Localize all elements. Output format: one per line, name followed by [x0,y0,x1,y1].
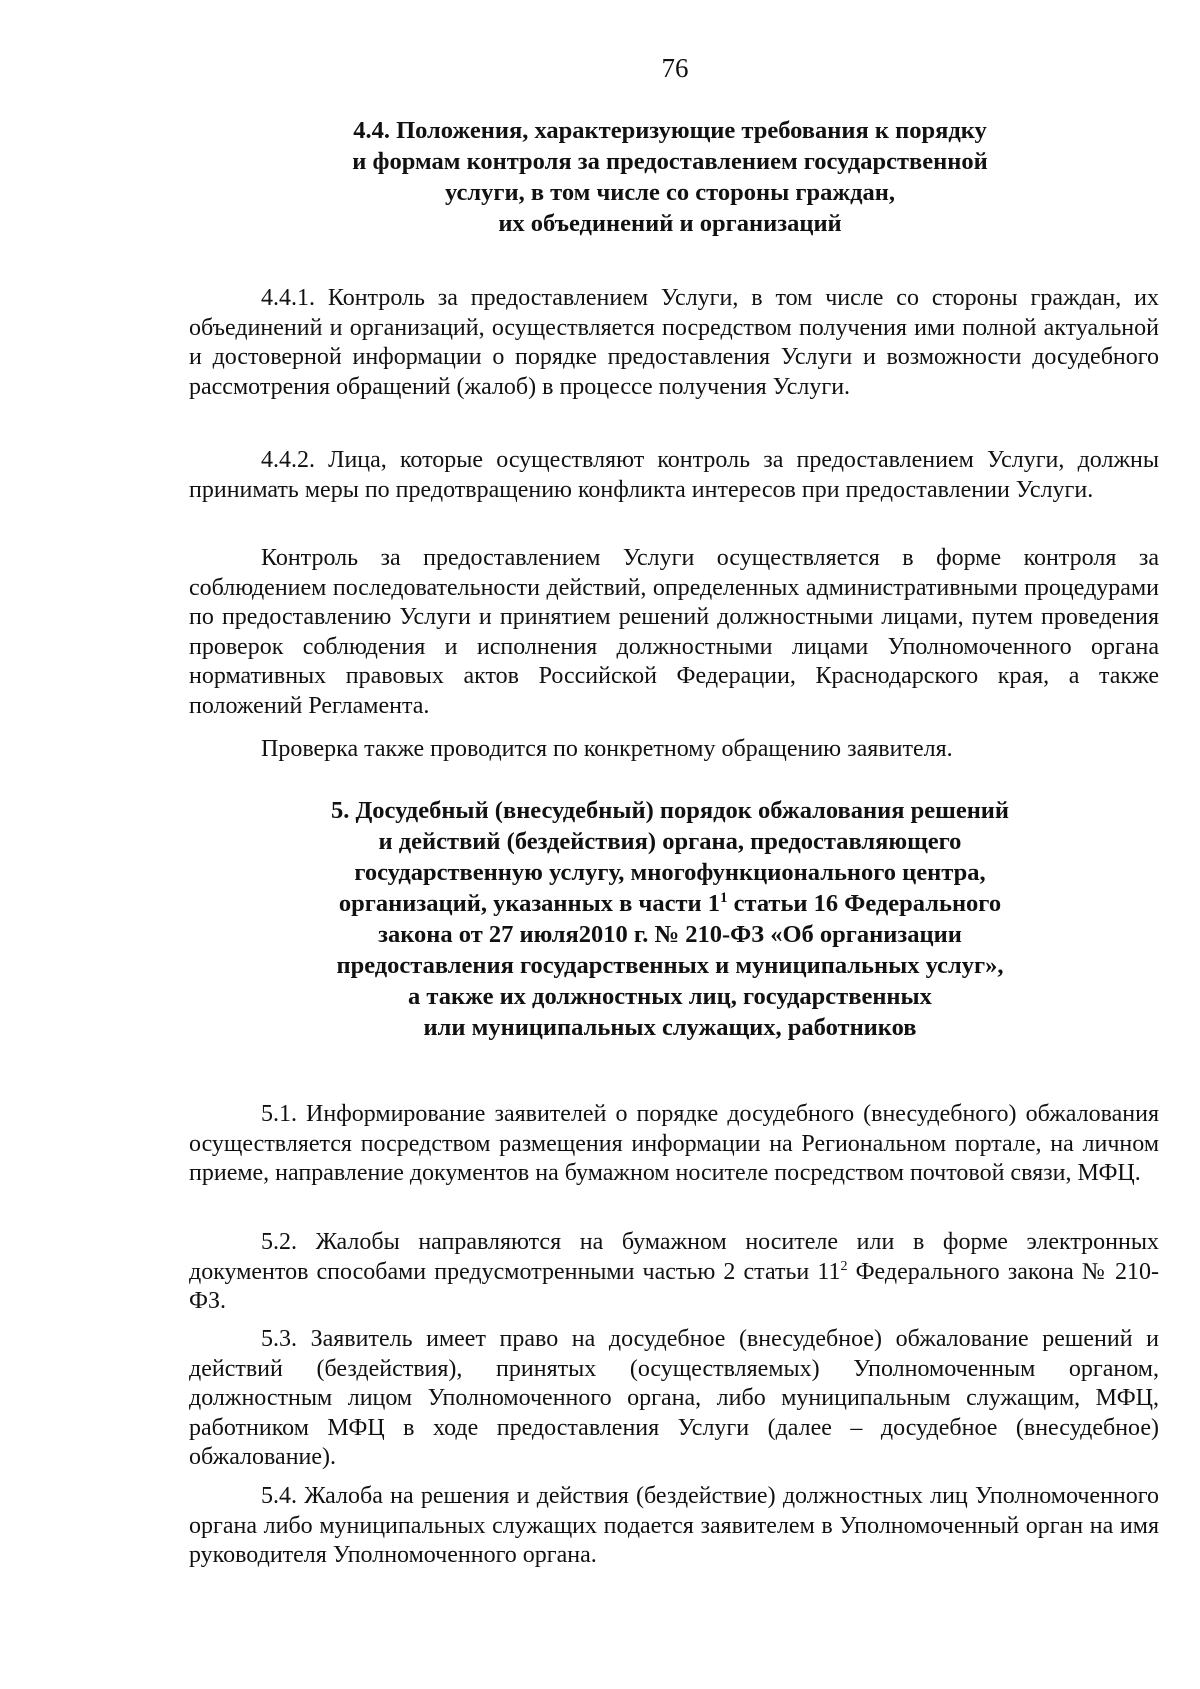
paragraph-text: 5.2. Жалобы направляются на бумажном носителе или в форме электронных документов способами предусмотренными частью 2 статьи 11 [189,1229,1159,1285]
heading-line: 4.4. Положения, характеризующие требования к порядку [353,117,987,144]
heading-line: и действий (бездействия) органа, предоставляющего [378,828,962,855]
paragraph-5-2 [189,1228,1159,1317]
heading-line: государственную услугу, многофункционального центра, [354,859,986,886]
heading-line [180,888,1160,919]
heading-line: услуги, в том числе со стороны граждан, [444,179,896,206]
heading-line: предоставления государственных и муниципальных услуг», [336,952,1004,979]
superscript: 1 [719,889,728,906]
paragraph-control: Контроль за предоставлением Услуги осуществляется в форме контроля за соблюдением последовательности действий, определенных административными процедурами по предоставлению Услуги и принятием решений должностными лицами, путем проведения проверок соблюдения и исполнения должностными лицами Уполномоченного органа нормативных правовых актов Российской Федерации, Краснодарского края, а также положений Регламента. [189,545,1159,719]
paragraph-text: Федерального закона № 210-ФЗ. [189,1258,1159,1314]
paragraph-4-4-1: 4.4.1. Контроль за предоставлением Услуги, в том числе со стороны граждан, их объединений и организаций, осуществляется посредством получения ими полной актуальной и достоверной информации о порядке предоставления Услуги и возможности досудебного рассмотрения обращений (жалоб) в процессе получения Услуги. [189,285,1159,400]
heading-line: закона от 27 июля2010 г. № 210-ФЗ «Об организации [378,921,962,948]
paragraph-5-3: 5.3. Заявитель имеет право на досудебное (внесудебное) обжалование решений и действий (бездействия), принятых (осуществляемых) Уполномоченным органом, должностным лицом Уполномоченного органа, либо муниципальным служащим, МФЦ, работником МФЦ в ходе предоставления Услуги (далее – досудебное (внесудебное) обжалование). [189,1326,1159,1470]
heading-line: а также их должностных лиц, государственных [408,983,932,1010]
superscript: 2 [840,1258,848,1274]
heading-line: 5. Досудебный (внесудебный) порядок обжалования решений [330,797,1010,824]
heading-line: их объединений и организаций [498,210,842,237]
heading-line-part: организаций, указанных в части 1 [338,890,720,917]
section-4-4-heading [180,115,1160,239]
section-5-heading [180,795,1160,1043]
heading-line-part: статьи 16 Федерального [727,890,1002,917]
page-number: 76 [661,53,689,83]
paragraph-5-1: 5.1. Информирование заявителей о порядке досудебного (внесудебного) обжалования осуществляется посредством размещения информации на Региональном портале, на личном приеме, направление документов на бумажном носителе посредством почтовой связи, МФЦ. [189,1101,1159,1186]
heading-line: и формам контроля за предоставлением государственной [352,148,988,175]
paragraph-5-4: 5.4. Жалоба на решения и действия (бездействие) должностных лиц Уполномоченного органа либо муниципальных служащих подается заявителем в Уполномоченный орган на имя руководителя Уполномоченного органа. [189,1483,1159,1568]
paragraph-4-4-2: 4.4.2. Лица, которые осуществляют контроль за предоставлением Услуги, должны принимать меры по предотвращению конфликта интересов при предоставлении Услуги. [189,447,1159,503]
paragraph-check: Проверка также проводится по конкретному обращению заявителя. [261,736,953,762]
heading-line: или муниципальных служащих, работников [423,1014,917,1041]
